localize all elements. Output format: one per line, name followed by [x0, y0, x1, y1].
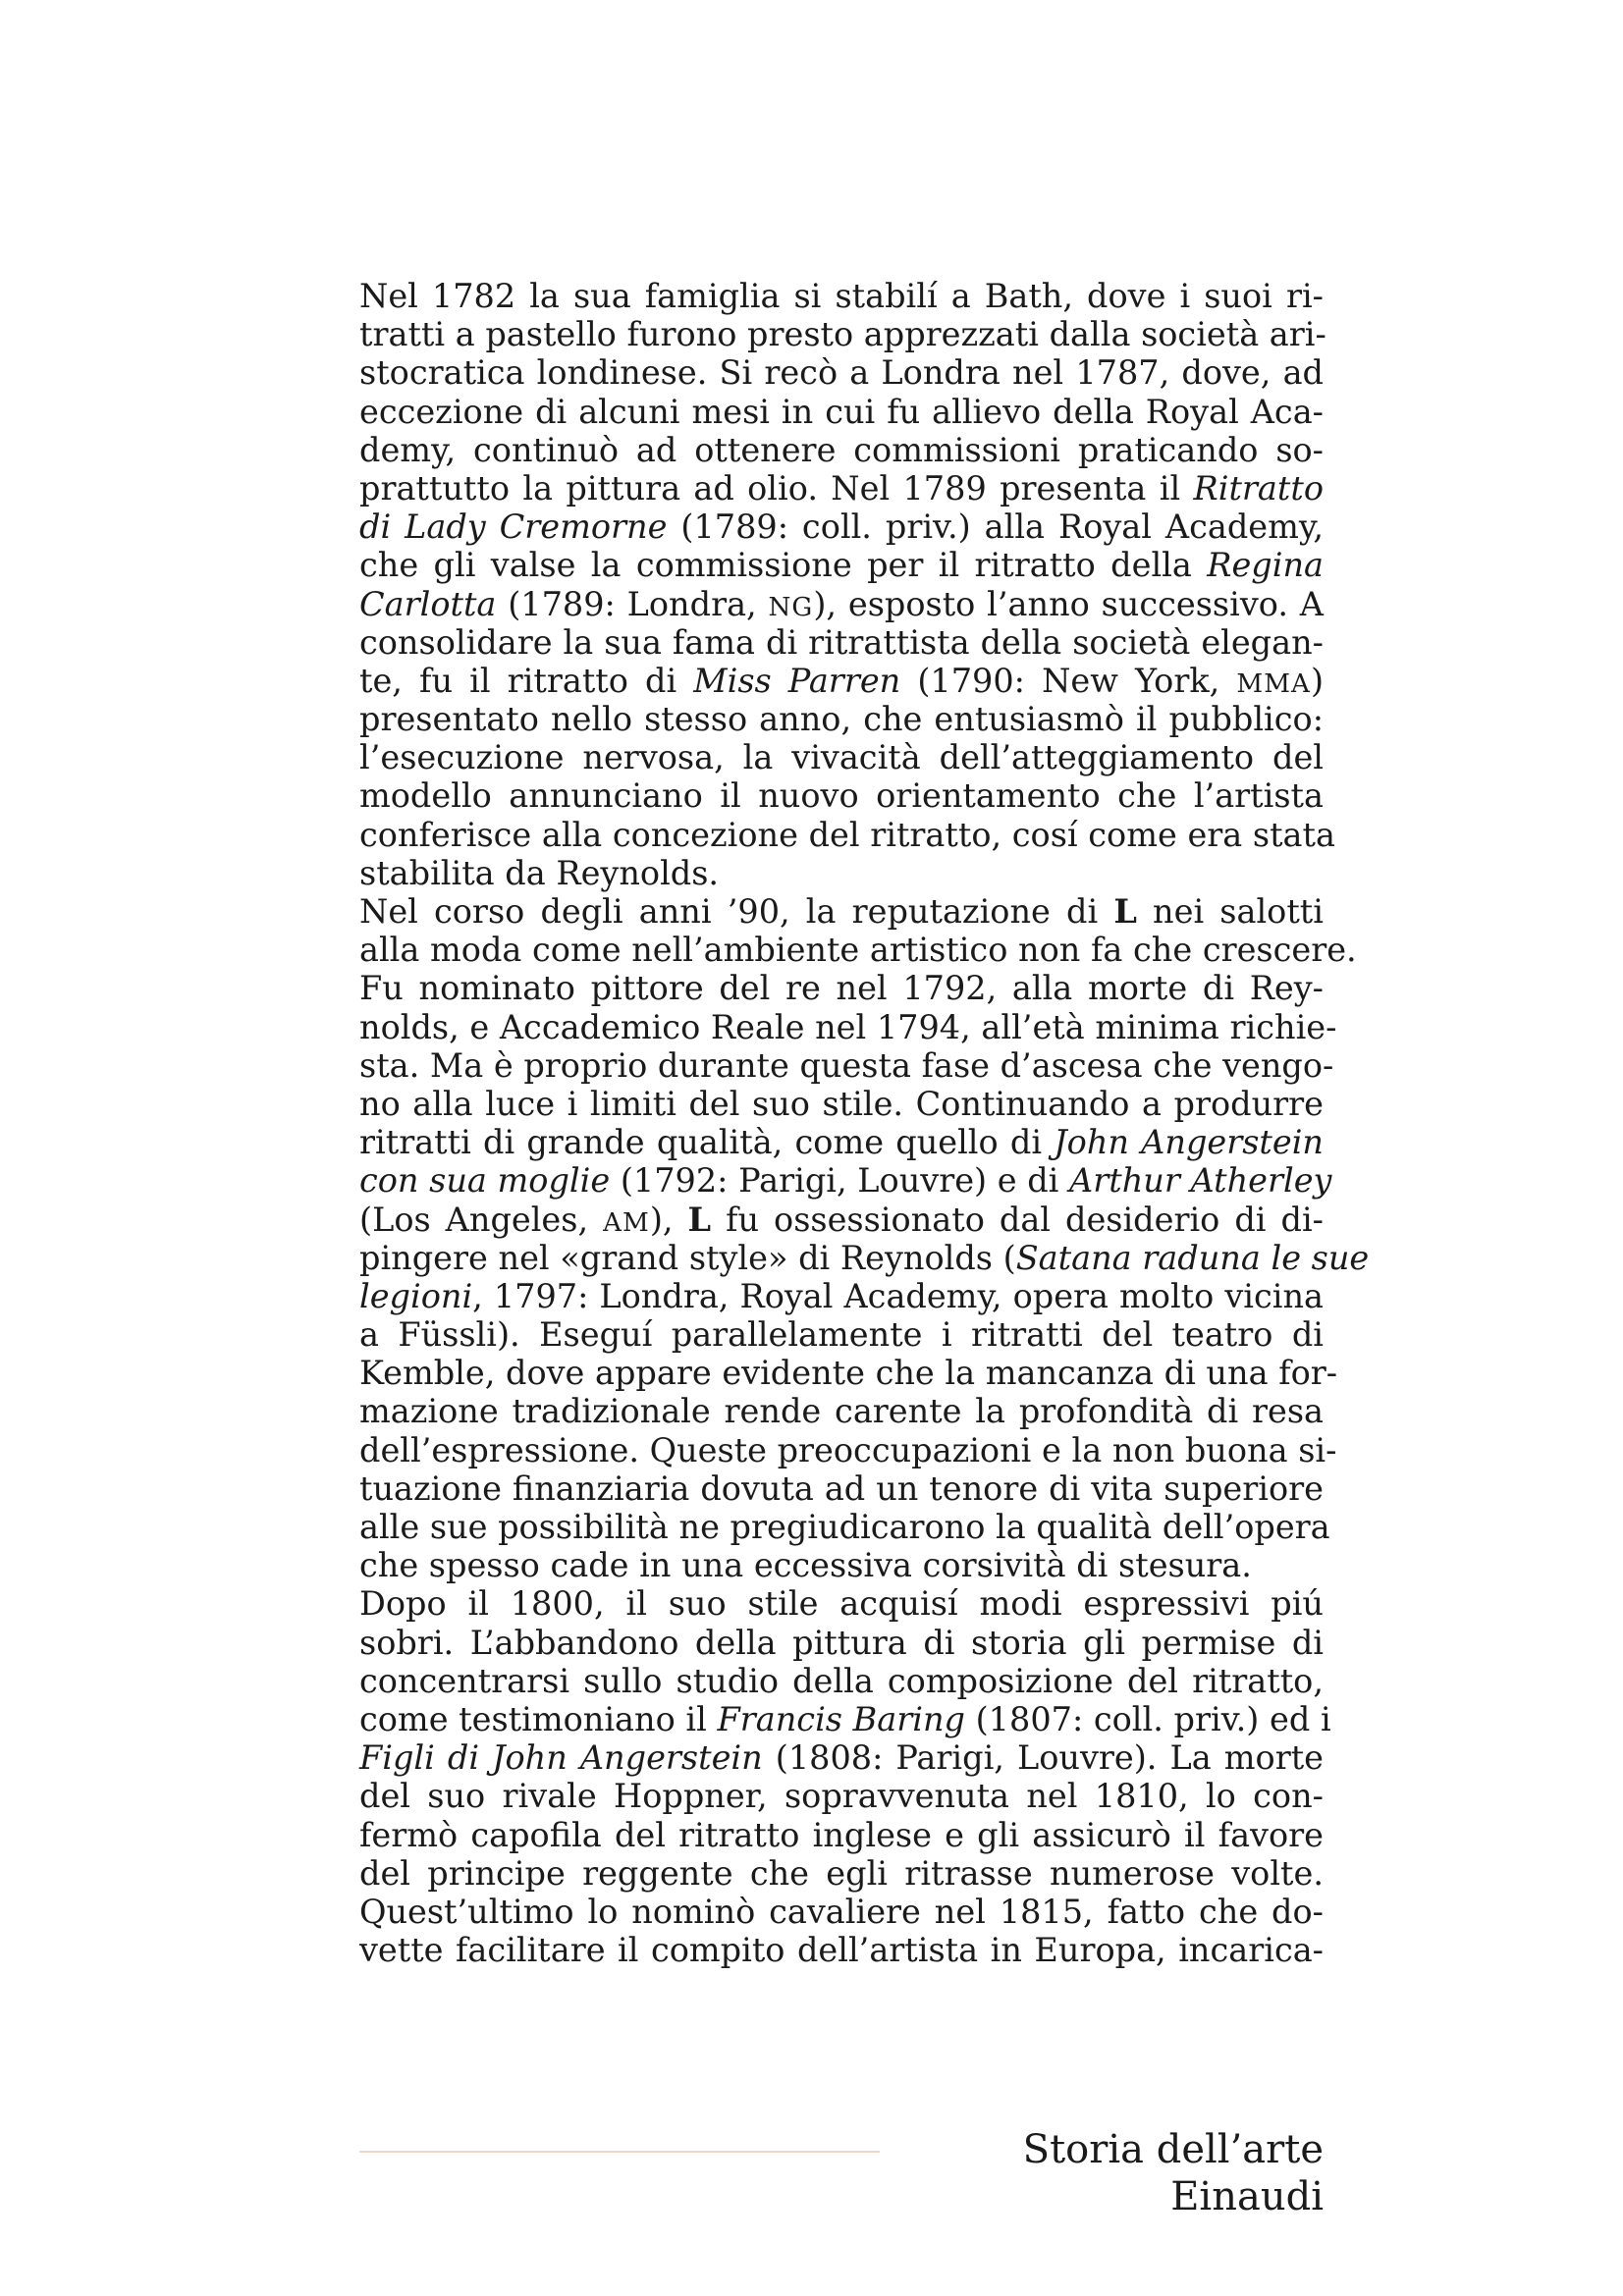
text-line — [359, 1893, 1324, 1931]
text-run: fermò capofila del ritratto inglese e gli assicurò il favore — [359, 1815, 1324, 1854]
text-line — [359, 1277, 1324, 1315]
text-run: tuazione finanziaria dovuta ad un tenore di vita superiore — [359, 1468, 1324, 1508]
text-run: Dopo il 1800, il suo stile acquisí modi espressivi piú — [359, 1584, 1324, 1624]
italic-title: con sua moglie — [359, 1161, 611, 1201]
text-run: come testimoniano il — [359, 1699, 718, 1738]
text-line — [359, 277, 1324, 315]
italic-title: John Angerstein — [1054, 1123, 1324, 1162]
text-line — [359, 969, 1324, 1007]
text-line — [359, 1546, 1324, 1584]
text-run: ), — [649, 1200, 688, 1239]
text-run: nei salotti — [1136, 892, 1324, 931]
text-line — [359, 1045, 1334, 1085]
text-line — [359, 353, 1324, 392]
text-run: vette facilitare il compito dell’artista in Europa, incarica- — [359, 1931, 1324, 1970]
text-line — [359, 507, 1324, 546]
text-run: tratti a pastello furono presto apprezzati dalla società ari- — [359, 315, 1326, 354]
bold-initial: L — [687, 1200, 712, 1239]
text-run: presentato nello stesso anno, che entusiasmò il pubblico: — [359, 700, 1324, 739]
text-run: te, fu il ritratto di — [359, 661, 694, 700]
text-run: Quest’ultimo lo nominò cavaliere nel 1815, fatto che do- — [359, 1892, 1324, 1931]
italic-title: Regina — [1207, 546, 1324, 585]
text-line — [359, 1430, 1337, 1469]
text-run: che spesso cade in una eccessiva corsività di stesura. — [359, 1546, 1252, 1585]
italic-title: Ritratto — [1193, 468, 1324, 507]
text-run: (1808: Parigi, Louvre). La morte — [762, 1738, 1325, 1778]
text-line — [359, 1584, 1324, 1623]
small-caps-abbrev: MMA — [1236, 668, 1311, 699]
text-line — [359, 546, 1324, 584]
text-run: del suo rivale Hoppner, sopravvenuta nel 1810, lo con- — [359, 1777, 1324, 1816]
italic-title: Arthur Atherley — [1069, 1161, 1332, 1201]
small-caps-abbrev: AM — [603, 1207, 650, 1238]
text-run: pingere nel «grand style» di Reynolds ( — [359, 1238, 1016, 1277]
italic-title: Francis Baring — [717, 1699, 965, 1738]
text-run: Nel 1782 la sua famiglia si stabilí a Bath, dove i suoi ri- — [359, 277, 1324, 315]
text-line — [359, 1315, 1324, 1354]
italic-title: Satana raduna le sue — [1015, 1238, 1370, 1277]
text-run: ), esposto l’anno successivo. A — [813, 584, 1324, 623]
text-line — [359, 854, 1324, 892]
text-run: ritratti di grande qualità, come quello di — [359, 1123, 1055, 1162]
text-line — [359, 1392, 1324, 1430]
text-line — [359, 700, 1324, 738]
text-line — [359, 1662, 1324, 1700]
text-run: consolidare la sua fama di ritrattista della società elegan- — [359, 622, 1324, 662]
text-run: Fu nominato pittore del re nel 1792, alla morte di Rey- — [359, 969, 1324, 1008]
text-run: conferisce alla concezione del ritratto, cosí come era stata — [359, 815, 1335, 854]
text-line — [359, 1085, 1324, 1123]
text-run: ) — [1310, 661, 1325, 700]
text-run: (Los Angeles, — [359, 1200, 604, 1239]
text-run: (1792: Parigi, Louvre) e di — [610, 1161, 1070, 1201]
italic-title: di Lady Cremorne — [359, 507, 668, 547]
text-line — [359, 585, 1324, 623]
text-line — [359, 815, 1335, 854]
text-run: alle sue possibilità ne pregiudicarono la qualità dell’opera — [359, 1508, 1330, 1546]
text-line — [359, 1931, 1324, 1969]
italic-title: Figli di John Angerstein — [359, 1738, 763, 1778]
small-caps-abbrev: NG — [768, 592, 814, 622]
text-line — [359, 431, 1324, 469]
text-run: Kemble, dove appare evidente che la mancanza di una for- — [359, 1354, 1338, 1393]
text-run: alla moda come nell’ambiente artistico non fa che crescere. — [359, 931, 1357, 970]
text-run: stocratica londinese. Si recò a Londra nel 1787, dove, ad — [359, 353, 1324, 393]
text-line — [359, 1201, 1324, 1239]
text-line — [359, 469, 1324, 507]
text-run: nolds, e Accademico Reale nel 1794, all’età minima richie- — [359, 1007, 1337, 1046]
text-run: Nel corso degli anni ’90, la reputazione di — [359, 892, 1114, 931]
body-text — [359, 277, 1370, 1970]
text-line — [359, 662, 1324, 700]
text-run: (1789: coll. priv.) alla Royal Academy, — [667, 507, 1324, 547]
text-line — [359, 931, 1357, 970]
footer-title: Storia dell’arte Einaudi — [1022, 2127, 1324, 2219]
text-run: modello annunciano il nuovo orientamento che l’artista — [359, 776, 1324, 816]
text-line — [359, 1007, 1337, 1046]
text-run: del principe reggente che egli ritrasse numerose volte. — [359, 1853, 1324, 1893]
italic-title: Carlotta — [359, 584, 497, 623]
paragraph — [359, 277, 1335, 892]
text-run: concentrarsi sullo studio della composizione del ritratto, — [359, 1661, 1324, 1700]
text-run: sobri. L’abbandono della pittura di storia gli permise di — [359, 1623, 1324, 1662]
text-line — [359, 1777, 1324, 1815]
text-line — [359, 315, 1324, 353]
text-run: che gli valse la commissione per il ritratto della — [359, 546, 1208, 585]
text-run: eccezione di alcuni mesi in cui fu allievo della Royal Aca- — [359, 392, 1324, 431]
text-run: no alla luce i limiti del suo stile. Continuando a produrre — [359, 1084, 1324, 1123]
text-line — [359, 1699, 1331, 1738]
text-run: (1790: New York, — [900, 661, 1237, 700]
text-line — [359, 738, 1324, 776]
text-run: prattutto la pittura ad olio. Nel 1789 presenta il — [359, 468, 1194, 507]
text-line — [359, 1816, 1324, 1854]
text-line — [359, 1738, 1324, 1777]
text-run: stabilita da Reynolds. — [359, 853, 720, 892]
text-line — [359, 623, 1324, 662]
italic-title: Miss Parren — [693, 661, 901, 700]
text-line — [359, 1123, 1324, 1161]
text-run: (1789: Londra, — [496, 584, 769, 623]
text-run: sta. Ma è proprio durante questa fase d’ascesa che vengo- — [359, 1045, 1334, 1085]
text-run: , 1797: Londra, Royal Academy, opera molto vicina — [472, 1276, 1324, 1315]
text-run: a Füssli). Eseguí parallelamente i ritratti del teatro di — [359, 1315, 1324, 1355]
text-line — [359, 892, 1324, 931]
text-run: dell’espressione. Queste preoccupazioni e la non buona si- — [359, 1430, 1337, 1469]
footer-rule — [359, 2151, 880, 2153]
text-run: (1807: coll. priv.) ed i — [964, 1699, 1331, 1738]
paragraph — [359, 892, 1370, 1585]
bold-initial: L — [1113, 892, 1137, 931]
text-line — [359, 1854, 1324, 1893]
text-run: mazione tradizionale rende carente la profondità di resa — [359, 1392, 1324, 1431]
text-line — [359, 1624, 1324, 1662]
text-line — [359, 1238, 1370, 1277]
text-line — [359, 776, 1324, 815]
text-line — [359, 393, 1324, 431]
text-line — [359, 1469, 1324, 1508]
paragraph — [359, 1584, 1331, 1970]
text-run: demy, continuò ad ottenere commissioni praticando so- — [359, 430, 1324, 469]
text-line — [359, 1508, 1330, 1546]
italic-title: legioni — [359, 1276, 473, 1315]
text-run: fu ossessionato dal desiderio di di- — [711, 1200, 1324, 1239]
text-line — [359, 1354, 1338, 1393]
text-line — [359, 1161, 1332, 1201]
text-run: l’esecuzione nervosa, la vivacità dell’atteggiamento del — [359, 738, 1324, 777]
